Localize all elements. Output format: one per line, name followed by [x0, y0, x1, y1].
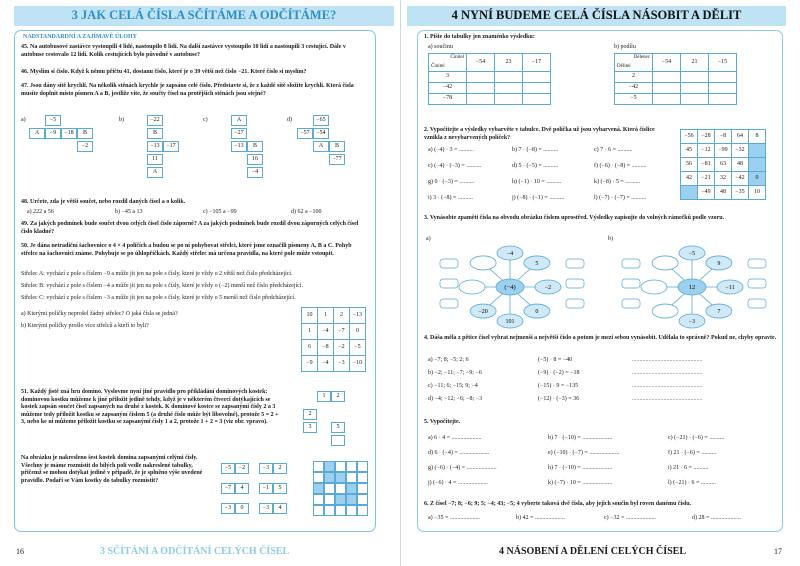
grid-cell: −32: [732, 144, 749, 158]
flower-b-answer-box[interactable]: [748, 299, 766, 308]
net-a-face: −5: [45, 115, 61, 126]
grid-cell: [749, 144, 766, 158]
flower-a-answer-box[interactable]: [566, 279, 584, 288]
piece-cell: −3: [259, 463, 273, 474]
net-d-face: A: [313, 141, 329, 152]
piece-cell: −3: [259, 503, 273, 514]
net-a-face: −18: [61, 128, 77, 139]
net-b-face: A: [147, 167, 163, 178]
grid-cell: [313, 461, 324, 472]
q47: 47. Jsou dány sítě krychlí. Na několik stěnách krychle je zapsáno celé číslo. Představte si, že z každé sítě složíte krychli. Která čísla musíte doplnit místo písmen A a B, jestliže víte, že součty čísel na protějších stěnách jsou stejné?: [21, 83, 354, 97]
net-a-face: A: [29, 128, 45, 139]
row-header: 3: [429, 72, 467, 83]
chess-board: [301, 307, 366, 372]
grid-cell: [357, 483, 368, 494]
grid-cell: 48: [732, 158, 749, 172]
piece-cell: 0: [235, 503, 249, 514]
net-b-label: b): [119, 117, 124, 123]
row-header: −5: [615, 94, 653, 105]
q5-item: f) 21 · (−6) = ..........: [668, 450, 717, 456]
grid-cell: 45: [681, 144, 698, 158]
answer-cell[interactable]: [653, 83, 681, 94]
answer-cell[interactable]: [681, 83, 709, 94]
right-page: [400, 0, 800, 566]
grid-cell: [335, 472, 346, 483]
q5-item: j) (−6) · 4 = ....................: [428, 480, 488, 486]
r-q4: 4. Dáša měla z pětice čísel vybrat nejmenší a největší číslo a potom je mezi sebou vynásobit. Udělala to správně? Pokud ne, chyby opravte.: [424, 335, 777, 341]
r-q6: 6. Z čísel −7; 8; −6; 9; 5; −4; 43; −5; 4 vyberte taková dvě čísla, aby jejich součin byl roven danému číslu.: [424, 501, 692, 507]
grid-cell: [749, 158, 766, 172]
q4-numbers: c) −11; 6; −15; 9; −4: [428, 383, 478, 389]
grid-cell: [335, 505, 346, 516]
exercise-card: [14, 30, 376, 532]
piece-cell: 4: [273, 503, 287, 514]
grid-cell: [324, 483, 335, 494]
grid-cell: [346, 472, 357, 483]
quotient-sign-table: [614, 53, 737, 105]
q50: 50. Je dána netradiční šachovnice o 4 × 4 políčích a budou se po ní pohybovat střelci, které jsme označili písmeny A, B a C. Pohyb střelce na šachovnici známe. Pohybuje se po úhlopříčkách. Každý střelec má určena pravidla, na které pole může vstoupit.: [21, 243, 352, 257]
grid-cell: −28: [698, 130, 715, 144]
r-q2: 2. Vypočítejte a výsledky vybarvěte v tabulce. Dvě políčka už jsou vybarvená. Která číslice vznikla z nevybarvených políček?: [424, 127, 655, 141]
grid-cell: [357, 494, 368, 505]
flower-a-petal: [470, 256, 496, 270]
q5-item: l) (−21) · 6 = ..........: [668, 480, 716, 486]
board-cell: 2: [334, 308, 350, 324]
r-q3-b: b): [608, 236, 613, 242]
board-cell: −5: [350, 340, 366, 356]
answer-cell[interactable]: [653, 72, 681, 83]
page-number: 16: [16, 547, 24, 556]
q5-item: c) (−21) · (−6) = ..........: [668, 435, 725, 441]
board-cell: −4: [318, 324, 334, 340]
grid-cell: 42: [681, 172, 698, 186]
grid-cell: 0: [749, 172, 766, 186]
piece-cell: −2: [235, 463, 249, 474]
q48-option-c: c) −105 a −99: [203, 209, 237, 215]
r-q1-a: a) součinu: [428, 44, 453, 50]
r-q3: 3. Vynásobte zpaměti čísla na obvodu obrázku číslem uprostřed. Výsledky zapisujte do volných rámečků podle vzoru.: [424, 215, 725, 221]
q4-result: (−12) · (−3) = 36: [538, 396, 580, 402]
net-a-label: a): [21, 117, 26, 123]
flower-a-petal-number: 0: [535, 309, 539, 316]
answer-cell[interactable]: [681, 72, 709, 83]
q5-item: k) (−7) · 10 = ....................: [548, 480, 613, 486]
grid-cell: −42: [732, 172, 749, 186]
board-cell: −13: [350, 308, 366, 324]
grid-cell: 10: [749, 186, 766, 200]
flower-a-petal-number: 5: [535, 260, 539, 267]
q50-rule-b: Střelec B: vychází z pole s číslem −4 a může jít jen na pole s čísly, které je vždy o (−2) menší než číslo předcházející.: [21, 283, 303, 289]
piece-cell: 2: [273, 463, 287, 474]
domino-cell: 2: [331, 391, 345, 402]
color-grid: [680, 129, 766, 200]
grid-cell: 32: [715, 172, 732, 186]
answer-cell[interactable]: [653, 94, 681, 105]
grid-cell: 48: [715, 186, 732, 200]
header-cell: 21: [681, 54, 709, 72]
q4-answer-line: ...............................................: [632, 357, 703, 363]
flower-b-answer-box[interactable]: [622, 299, 640, 308]
grid-cell: 63: [715, 158, 732, 172]
net-c-face: A: [231, 115, 247, 126]
board-cell: −9: [302, 356, 318, 372]
q2-item: l) (−7) · (−7) = ..........: [594, 195, 647, 201]
q50-rule-c: Střelec C: vychází z pole s číslem −3 a může jít jen na pole s čísly, které je vždy o 5 menší než číslo předcházející.: [21, 295, 296, 301]
q5-item: g) (−6) · (−4) = ....................: [428, 465, 497, 471]
header-cell: −15: [709, 54, 737, 72]
grid-cell: [324, 472, 335, 483]
flower-a-petal: [459, 280, 485, 294]
q2-item: h) (−1) · 10 = ..........: [512, 179, 562, 185]
answer-cell[interactable]: [495, 94, 523, 105]
flower-a-petal-number: −4: [506, 251, 514, 257]
q2-item: c) 7 · 6 = ..........: [594, 147, 633, 153]
flower-b-petal-number: 7: [717, 309, 721, 316]
domino-cell: 2: [303, 409, 317, 420]
grid-cell: [357, 461, 368, 472]
q51: 51. Každý jistě zná hru domino. Vyslovme nyní jiné pravidlo pro přikládání dominových kostek: dominovou kostku můžeme k jiné přiložit jedině tehdy, když je v některém čtverci dotýkajících se kostek zapsán součet čísel zapsaných na druhé z kostek. K dominové kostce se zapsanými čísly 2 a 3 můžeme tedy přiložit kostku se zapsaným číslem 5 (a druhé číslo může být libovolné), protože 5 = 2 + 3, nebo ke ní můžeme přiložit kostku se zapsanými čísly 1 a 2, protože 1 + 2 = 3 (viz obr. vpravo).: [21, 389, 279, 425]
grid-cell: −81: [698, 158, 715, 172]
grid-cell: [357, 472, 368, 483]
grid-cell: [335, 483, 346, 494]
grid-cell: [346, 494, 357, 505]
r-q1: 1. Pište do tabulky jen znaménko výsledku:: [424, 34, 535, 40]
grid-cell: −8: [715, 130, 732, 144]
flower-a-answer-box[interactable]: [440, 259, 458, 268]
net-b-face: −22: [147, 115, 163, 126]
q6-item: b) 42 = ....................: [516, 515, 565, 521]
grid-cell: 8: [749, 130, 766, 144]
header-corner: Dělenec Dělitel: [615, 54, 653, 72]
board-cell: 0: [350, 324, 366, 340]
grid-cell: [313, 483, 324, 494]
grid-cell: 56: [681, 158, 698, 172]
grid-cell: −56: [681, 130, 698, 144]
q50-question-b: b) Kterými políčky prošlo více střelců a kteří to byli?: [21, 323, 149, 329]
net-d-face: −77: [329, 154, 345, 165]
flower-b-answer-box[interactable]: [748, 259, 766, 268]
net-b-face: B: [147, 128, 163, 139]
grid-cell: [324, 494, 335, 505]
header-cell: −17: [523, 54, 551, 72]
q4-answer-line: ...............................................: [632, 396, 703, 402]
answer-cell[interactable]: [709, 72, 737, 83]
flower-a-answer-box[interactable]: [440, 299, 458, 308]
board-cell: 6: [302, 340, 318, 356]
net-d-face: −57: [297, 128, 313, 139]
answer-cell[interactable]: [495, 72, 523, 83]
flower-diagrams: [418, 231, 784, 341]
flower-b-answer-box[interactable]: [622, 279, 640, 288]
board-cell: −8: [318, 340, 334, 356]
exercise-card: [417, 30, 783, 532]
net-a-face: −2: [77, 141, 93, 152]
q51-task: Na obrázku je nakresleno šest kostek domina zapsanými celými čísly. Všechny je máme rozmístit do bílých polí vedle nakreslené tabulky, přičemž se mohou dotýkat jedině v případě, že je splněno výše uvedené pravidlo. Podaří se Vám kostky do tabulky rozmístit?: [21, 455, 203, 484]
page-number: 17: [774, 547, 782, 556]
r-q5: 5. Vypočítejte.: [424, 419, 461, 425]
net-b-face: −17: [163, 141, 179, 152]
grid-cell: [324, 505, 335, 516]
flower-b-petal: [652, 256, 678, 270]
q4-numbers: d) −4; −12; −6; −8; −3: [428, 396, 483, 402]
grid-cell: −21: [698, 172, 715, 186]
r-q1-b: b) podílu: [614, 44, 636, 50]
grid-cell: [346, 505, 357, 516]
grid-cell: [346, 483, 357, 494]
q4-numbers: b) −2; −11; −7; −9; −6: [428, 370, 482, 376]
q2-item: b) 7 · (−8) = ..........: [512, 147, 559, 153]
grid-cell: [346, 461, 357, 472]
grid-cell: −99: [715, 144, 732, 158]
net-c-label: c): [203, 117, 208, 123]
answer-cell[interactable]: [709, 94, 737, 105]
q4-answer-line: ...............................................: [632, 383, 703, 389]
flower-b-answer-box[interactable]: [622, 259, 640, 268]
q4-result: (−15) · 9 = −135: [538, 383, 579, 389]
q2-item: f) (−6) · (−8) = ..........: [594, 163, 647, 169]
grid-cell: [357, 505, 368, 516]
header-cell: −54: [653, 54, 681, 72]
row-header: 2: [615, 72, 653, 83]
piece-cell: −1: [259, 483, 273, 494]
q2-item: d) 5 · (−5) = ..........: [512, 163, 559, 169]
piece-cell: −5: [221, 463, 235, 474]
grid-cell: [335, 494, 346, 505]
q48-option-b: b) −45 a 13: [115, 209, 143, 215]
answer-cell[interactable]: [467, 72, 495, 83]
piece-cell: −7: [221, 483, 235, 494]
q2-item: i) 3 · (−8) = ..........: [428, 195, 473, 201]
grid-cell: [324, 461, 335, 472]
answer-cell[interactable]: [467, 94, 495, 105]
q2-item: j) (−8) · (−1) = ..........: [512, 195, 565, 201]
header-cell: 23: [495, 54, 523, 72]
board-cell: 1: [302, 324, 318, 340]
header-cell: −54: [467, 54, 495, 72]
flower-b-petal: [652, 304, 678, 318]
flower-a-petal-number: −20: [478, 309, 488, 316]
answer-cell[interactable]: [681, 94, 709, 105]
q4-numbers: a) −7; 8; −5; 2; 6: [428, 357, 469, 363]
q6-item: a) −35 = ....................: [428, 515, 480, 521]
board-cell: 10: [302, 308, 318, 324]
board-cell: −4: [318, 356, 334, 372]
chapter-footer: 4 NÁSOBENÍ A DĚLENÍ CELÝCH ČÍSEL: [499, 545, 686, 557]
q5-item: d) 6 · (−4) = ....................: [428, 450, 490, 456]
piece-cell: −3: [221, 503, 235, 514]
grid-cell: [681, 186, 698, 200]
q4-answer-line: ...............................................: [632, 370, 703, 376]
net-c-face: −27: [231, 128, 247, 139]
section-heading: NADSTANDARDNÍ A ZAJÍMAVÉ ÚLOHY: [23, 34, 137, 40]
q4-result: (−9) · (−2) = −18: [538, 370, 580, 376]
grid-cell: −12: [698, 144, 715, 158]
net-c-face: −13: [231, 141, 247, 152]
domino-cell: [331, 435, 345, 446]
net-d-face: B: [329, 141, 345, 152]
q2-item: k) (−8) · 5 = ..........: [594, 179, 641, 185]
answer-cell[interactable]: [523, 94, 551, 105]
q5-item: a) 6 · 4 = ....................: [428, 435, 482, 441]
board-cell: −2: [334, 340, 350, 356]
net-d-face: −65: [313, 115, 329, 126]
flower-a-petal-number: −2: [544, 285, 552, 291]
board-cell: 1: [318, 308, 334, 324]
r-q3-a: a): [426, 236, 431, 242]
flower-b-petal-number: −5: [688, 251, 696, 257]
answer-cell[interactable]: [467, 83, 495, 94]
net-c-face: 16: [247, 154, 263, 165]
q50-rule-a: Střelec A: vychází z pole s číslem −9 a může jít jen na pole s čísly, které je vždy o 2 větší než číslo předcházející.: [21, 271, 293, 277]
flower-b-petal-number: −11: [725, 285, 735, 291]
product-sign-table: [428, 53, 551, 105]
q2-item: a) (−4) · 3 = ..........: [428, 147, 474, 153]
q46: 46. Myslím si číslo. Když k němu přičtu 41, dostanu číslo, které je o 39 větší než číslo −21. Které číslo si myslím?: [21, 69, 307, 75]
q5-item: h) 7 · (−10) = ....................: [548, 465, 613, 471]
q2-item: g) 0 · (−3) = ..........: [428, 179, 475, 185]
q6-item: d) 28 = ....................: [692, 515, 741, 521]
flower-a-answer-box[interactable]: [566, 259, 584, 268]
q48-option-d: d) 62 a −100: [291, 209, 322, 215]
piece-cell: 4: [235, 483, 249, 494]
q48: 48. Určete, zda je větší součet, nebo rozdíl daných čísel a o kolik.: [21, 199, 186, 205]
board-cell: −3: [334, 356, 350, 372]
answer-cell[interactable]: [495, 83, 523, 94]
flower-b-answer-box[interactable]: [748, 279, 766, 288]
q50-question-a: a) Kterými políčky neprošel žádný střelec? O jaká čísla se jedná?: [21, 311, 178, 317]
grid-cell: −35: [732, 186, 749, 200]
q5-item: e) (−10) · (−7) = ....................: [548, 450, 620, 456]
net-a-face: −9: [45, 128, 61, 139]
grid-cell: [335, 461, 346, 472]
flower-a-answer-box[interactable]: [440, 279, 458, 288]
grid-cell: 64: [732, 130, 749, 144]
right-page-title: 4 NYNÍ BUDEME CELÁ ČÍSLA NÁSOBIT A DĚLIT: [407, 6, 786, 26]
q6-item: c) −32 = ....................: [604, 515, 656, 521]
answer-cell[interactable]: [709, 83, 737, 94]
flower-b-petal: [641, 280, 667, 294]
q49: 49. Za jakých podmínek bude součet dvou celých čísel číslo záporné? A za jakých podmínek bude rozdíl dvou záporných celých čísel číslo kladné?: [21, 221, 359, 235]
board-cell: −10: [350, 356, 366, 372]
answer-cell[interactable]: [523, 72, 551, 83]
row-header: −78: [429, 94, 467, 105]
flower-a-petal-number: 101: [505, 319, 515, 325]
grid-cell: −49: [698, 186, 715, 200]
q5-item: i) 21 · 6 = ..........: [668, 465, 709, 471]
net-d-face: −54: [313, 128, 329, 139]
row-header: −42: [615, 83, 653, 94]
piece-cell: 5: [273, 483, 287, 494]
left-page-title: 3 JAK CELÁ ČÍSLA SČÍTÁME A ODČÍTÁME?: [14, 6, 394, 26]
flower-b-petal-number: −3: [688, 319, 696, 325]
grid-cell: [313, 494, 324, 505]
q45: 45. Na autobusové zastávce vystoupili 4 lidé, nastoupilo 8 lidí. Na další zastávce vystoupilo 10 lidí a nastoupili 3 cestující. Dále v autobuse cestovalo 12 lidí. Kolik cestujících bylo původně v autobuse?: [21, 44, 346, 58]
row-header: −42: [429, 83, 467, 94]
net-b-face: −13: [147, 141, 163, 152]
domino-cell: 1: [317, 391, 331, 402]
q48-option-a: a) 222 a 56: [27, 209, 54, 215]
flower-a-center-number: (−4): [504, 284, 516, 291]
net-d-label: d): [287, 117, 292, 123]
net-b-face: 11: [147, 154, 163, 165]
q5-item: b) 7 · (−10) = ....................: [548, 435, 613, 441]
flower-b-petal-number: 9: [717, 260, 721, 267]
flower-a-answer-box[interactable]: [566, 299, 584, 308]
domino-cell: 5: [331, 422, 345, 433]
header-corner: Činitel Činitel: [429, 54, 467, 72]
grid-cell: [313, 505, 324, 516]
board-cell: −7: [334, 324, 350, 340]
flower-b-center-number: 12: [688, 284, 696, 291]
domino-cell: 3: [303, 422, 317, 433]
net-c-face: −4: [247, 167, 263, 178]
grid-cell: [313, 472, 324, 483]
q4-result: (−5) · 8 = −40: [538, 357, 573, 363]
net-c-face: B: [247, 141, 263, 152]
q2-item: c) (−4) · (−3) = ..........: [428, 163, 482, 169]
chapter-footer: 3 SČÍTÁNÍ A ODČÍTÁNÍ CELÝCH ČÍSEL: [100, 545, 290, 557]
net-a-face: B: [77, 128, 93, 139]
answer-cell[interactable]: [523, 83, 551, 94]
